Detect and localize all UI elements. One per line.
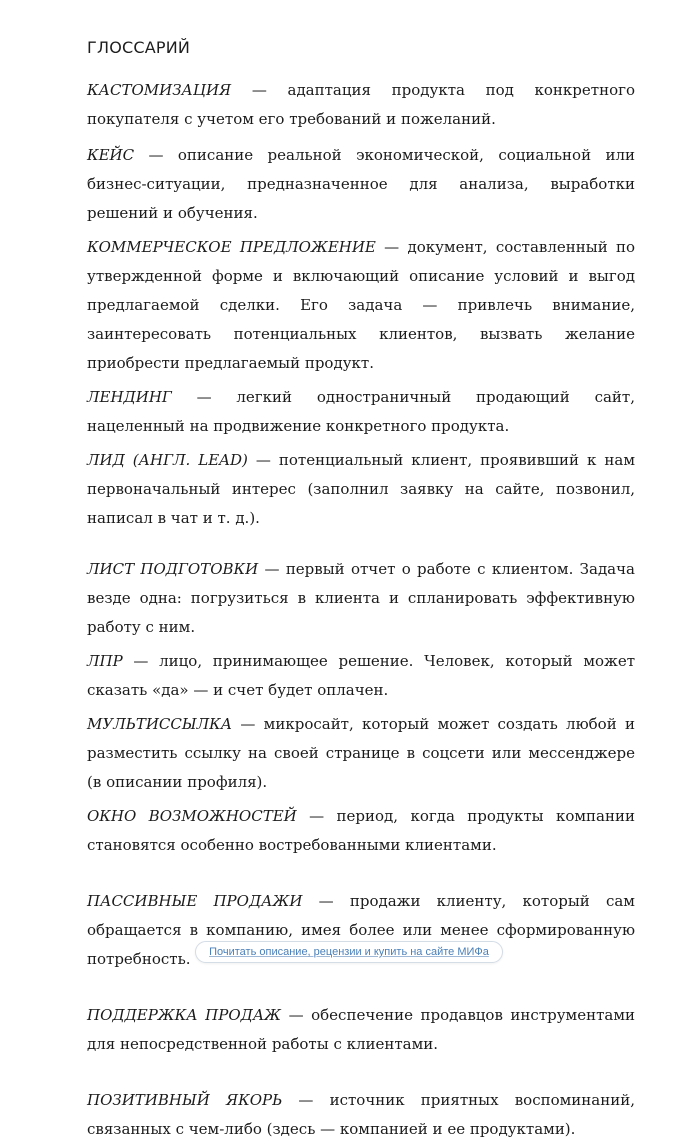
glossary-definition: документ, составленный по утвержденной форме и включающий описание условий и выгод предлагаемой сделки. Его задача — привлечь внимание, заинтересовать потенциальных клиентов, вызвать желание приобрести предлагаемый продукт. [87, 238, 636, 372]
glossary-term: ЛПР [87, 652, 123, 670]
glossary-definition: источник приятных воспоминаний, связанных с чем-либо (здесь — компанией и ее продуктами). [87, 1091, 635, 1138]
glossary-definition: лицо, принимающее решение. Человек, который может сказать «да» — и счет будет оплачен. [87, 652, 635, 699]
glossary-entry-prep-sheet: ЛИСТ ПОДГОТОВКИ — первый отчет о работе с клиентом. Задача везде одна: погрузиться в клиента и спланировать эффективную работу с ним. [87, 560, 635, 636]
glossary-entry-positive-anchor: ПОЗИТИВНЫЙ ЯКОРЬ — источник приятных воспоминаний, связанных с чем-либо (здесь — компанией и ее продуктами). [87, 1091, 635, 1138]
glossary-term: ПАССИВНЫЕ ПРОДАЖИ [87, 892, 303, 910]
glossary-term: ЛИД (АНГЛ. LEAD) [87, 451, 248, 469]
glossary-definition: продажи клиенту, который сам обращается в компанию, имея более или менее сформированную потребность. [87, 892, 635, 968]
glossary-definition: микросайт, который может создать любой и разместить ссылку на своей странице в соцсети или мессенджере (в описании профиля). [87, 715, 635, 791]
glossary-entry-window-of-opportunity: ОКНО ВОЗМОЖНОСТЕЙ — период, когда продукты компании становятся особенно востребованными клиентами. [87, 807, 635, 854]
glossary-term: ОКНО ВОЗМОЖНОСТЕЙ [87, 807, 297, 825]
glossary-term: КАСТОМИЗАЦИЯ [87, 81, 232, 99]
glossary-definition: потенциальный клиент, проявивший к нам первоначальный интерес (заполнил заявку на сайте, позвонил, написал в чат и т. д.). [87, 451, 635, 527]
page-title: ГЛОССАРИЙ [87, 38, 191, 57]
footer-cta-wrapper [0, 940, 698, 963]
glossary-entry-customization: КАСТОМИЗАЦИЯ — адаптация продукта под конкретного покупателя с учетом его требований и пожеланий. [87, 81, 635, 128]
glossary-definition: легкий одностраничный продающий сайт, нацеленный на продвижение конкретного продукта. [87, 388, 635, 435]
glossary-entry-lead: ЛИД (АНГЛ. LEAD) — потенциальный клиент, проявивший к нам первоначальный интерес (заполнил заявку на сайте, позвонил, написал в чат и т. д.). [87, 451, 635, 527]
glossary-term: ПОЗИТИВНЫЙ ЯКОРЬ [87, 1091, 283, 1109]
glossary-entry-commercial-offer: КОММЕРЧЕСКОЕ ПРЕДЛОЖЕНИЕ — документ, составленный по утвержденной форме и включающий описание условий и выгод предлагаемой сделки. Его задача — привлечь внимание, заинтересовать потенциальных клиентов, вызвать желание приобрести предлагаемый продукт. [87, 238, 636, 372]
glossary-term: МУЛЬТИССЫЛКА [87, 715, 233, 733]
glossary-entry-sales-support: ПОДДЕРЖКА ПРОДАЖ — обеспечение продавцов инструментами для непосредственной работы с клиентами. [87, 1006, 635, 1053]
glossary-definition: период, когда продукты компании становятся особенно востребованными клиентами. [87, 807, 635, 854]
glossary-entry-case: КЕЙС — описание реальной экономической, социальной или бизнес-ситуации, предназначенное для анализа, выработки решений и обучения. [87, 146, 635, 222]
glossary-term: КОММЕРЧЕСКОЕ ПРЕДЛОЖЕНИЕ [87, 238, 376, 256]
glossary-definition: описание реальной экономической, социальной или бизнес-ситуации, предназначенное для анализа, выработки решений и обучения. [87, 146, 635, 222]
glossary-term: ПОДДЕРЖКА ПРОДАЖ [87, 1006, 282, 1024]
glossary-term: ЛИСТ ПОДГОТОВКИ [87, 560, 259, 578]
glossary-entry-multilink: МУЛЬТИССЫЛКА — микросайт, который может создать любой и разместить ссылку на своей странице в соцсети или мессенджере (в описании профиля). [87, 715, 635, 791]
glossary-page [87, 38, 635, 1144]
glossary-definition: обеспечение продавцов инструментами для непосредственной работы с клиентами. [87, 1006, 635, 1053]
glossary-term: ЛЕНДИНГ [87, 388, 172, 406]
glossary-entry-decision-maker: ЛПР — лицо, принимающее решение. Человек, который может сказать «да» — и счет будет оплачен. [87, 652, 635, 699]
glossary-term: КЕЙС [87, 146, 135, 164]
glossary-definition: адаптация продукта под конкретного покупателя с учетом его требований и пожеланий. [87, 81, 635, 128]
buy-on-mif-link[interactable]: Почитать описание, рецензии и купить на сайте МИФа [195, 941, 503, 963]
glossary-entry-passive-sales: ПАССИВНЫЕ ПРОДАЖИ — продажи клиенту, который сам обращается в компанию, имея более или менее сформированную потребность. [87, 892, 635, 968]
glossary-entry-landing: ЛЕНДИНГ — легкий одностраничный продающий сайт, нацеленный на продвижение конкретного продукта. [87, 388, 635, 435]
glossary-definition: первый отчет о работе с клиентом. Задача везде одна: погрузиться в клиента и спланировать эффективную работу с ним. [87, 560, 635, 636]
